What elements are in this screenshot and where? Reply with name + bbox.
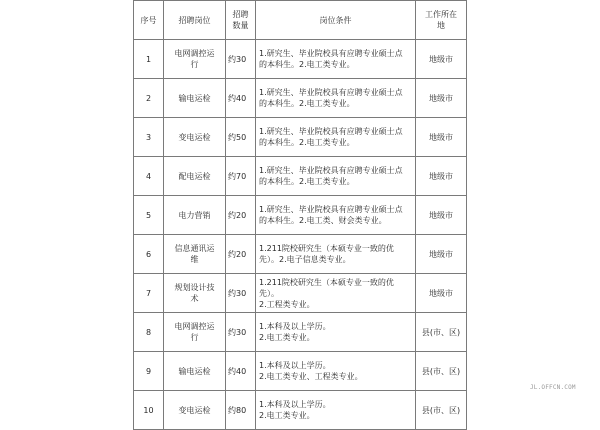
cell-index: 9 bbox=[134, 352, 164, 391]
cell-position bbox=[164, 196, 226, 235]
cell-position bbox=[164, 40, 226, 79]
table-row bbox=[134, 196, 467, 235]
cell-count: 约20 bbox=[226, 235, 256, 274]
cell-location: 地级市 bbox=[416, 40, 467, 79]
requirement-line: 1.211院校研究生（本硕专业一致的优 bbox=[259, 277, 394, 287]
requirement-line: 1.本科及以上学历。 bbox=[259, 322, 331, 331]
header-location bbox=[416, 1, 467, 40]
table-row bbox=[134, 313, 467, 352]
header-index: 序号 bbox=[134, 1, 164, 40]
position-line: 变电运检 bbox=[178, 405, 211, 415]
cell-position bbox=[164, 352, 226, 391]
table-row bbox=[134, 118, 467, 157]
requirement-line: 2.电工类专业、工程类专业。 bbox=[259, 372, 363, 381]
header-count bbox=[226, 1, 256, 40]
cell-requirements bbox=[256, 274, 416, 313]
watermark-text: JL.OFFCN.COM bbox=[530, 384, 576, 391]
cell-location: 地级市 bbox=[416, 196, 467, 235]
requirement-line: 2.电工类专业。 bbox=[259, 411, 315, 420]
cell-count: 约30 bbox=[226, 40, 256, 79]
cell-location: 地级市 bbox=[416, 79, 467, 118]
requirement-line: 先）。 bbox=[259, 288, 279, 298]
table-row bbox=[134, 40, 467, 79]
recruitment-table bbox=[133, 0, 467, 430]
requirement-line: 1.研究生、毕业院校具有应聘专业硕士点 bbox=[259, 88, 403, 97]
cell-location: 县(市、区) bbox=[416, 391, 467, 430]
cell-requirements bbox=[256, 118, 416, 157]
position-line: 信息通讯运 bbox=[174, 244, 215, 253]
cell-position bbox=[164, 118, 226, 157]
position-line: 电网调控运 bbox=[174, 322, 215, 331]
position-line: 规划设计技 bbox=[174, 283, 215, 292]
cell-position bbox=[164, 274, 226, 313]
cell-location: 县(市、区) bbox=[416, 352, 467, 391]
requirement-line: 先）。2.电子信息类专业。 bbox=[259, 255, 351, 264]
cell-index: 3 bbox=[134, 118, 164, 157]
requirement-line: 1.研究生、毕业院校具有应聘专业硕士点 bbox=[259, 205, 403, 214]
requirement-line: 1.211院校研究生（本硕专业一致的优 bbox=[259, 244, 394, 253]
cell-count: 约70 bbox=[226, 157, 256, 196]
requirement-line: 1.研究生、毕业院校具有应聘专业硕士点 bbox=[259, 166, 403, 175]
cell-index: 10 bbox=[134, 391, 164, 430]
cell-index: 7 bbox=[134, 274, 164, 313]
cell-location: 地级市 bbox=[416, 157, 467, 196]
cell-requirements bbox=[256, 313, 416, 352]
table-row bbox=[134, 274, 467, 313]
position-line: 输电运检 bbox=[178, 93, 211, 103]
cell-index: 5 bbox=[134, 196, 164, 235]
cell-index: 1 bbox=[134, 40, 164, 79]
header-count-line1: 招聘 bbox=[232, 10, 249, 19]
table-row bbox=[134, 79, 467, 118]
requirement-line: 1.研究生、毕业院校具有应聘专业硕士点 bbox=[259, 127, 403, 136]
header-location-line2: 地 bbox=[437, 21, 445, 30]
header-position: 招聘岗位 bbox=[164, 1, 226, 40]
requirement-line: 的本科生。2.电工类、财会类专业。 bbox=[259, 216, 387, 225]
cell-requirements bbox=[256, 235, 416, 274]
requirement-line: 1.研究生、毕业院校具有应聘专业硕士点 bbox=[259, 49, 403, 58]
cell-count: 约30 bbox=[226, 313, 256, 352]
position-line: 电力营销 bbox=[178, 210, 211, 220]
cell-location: 地级市 bbox=[416, 274, 467, 313]
cell-requirements bbox=[256, 157, 416, 196]
cell-position bbox=[164, 313, 226, 352]
requirement-line: 的本科生。2.电工类专业。 bbox=[259, 99, 355, 108]
position-line: 术 bbox=[190, 294, 199, 303]
table-body bbox=[134, 40, 467, 430]
position-line: 变电运检 bbox=[178, 132, 211, 142]
cell-count: 约50 bbox=[226, 118, 256, 157]
cell-index: 8 bbox=[134, 313, 164, 352]
cell-location: 县(市、区) bbox=[416, 313, 467, 352]
cell-count: 约40 bbox=[226, 352, 256, 391]
table-row bbox=[134, 391, 467, 430]
cell-index: 6 bbox=[134, 235, 164, 274]
cell-location: 地级市 bbox=[416, 118, 467, 157]
requirement-line: 2.电工类专业。 bbox=[259, 333, 315, 342]
header-requirements: 岗位条件 bbox=[256, 1, 416, 40]
cell-requirements bbox=[256, 79, 416, 118]
cell-position bbox=[164, 157, 226, 196]
cell-index: 2 bbox=[134, 79, 164, 118]
cell-count: 约30 bbox=[226, 274, 256, 313]
table-row bbox=[134, 352, 467, 391]
position-line: 行 bbox=[190, 60, 199, 69]
position-line: 配电运检 bbox=[178, 171, 211, 181]
requirement-line: 的本科生。2.电工类专业。 bbox=[259, 177, 355, 186]
cell-count: 约40 bbox=[226, 79, 256, 118]
cell-requirements bbox=[256, 196, 416, 235]
position-line: 维 bbox=[190, 255, 199, 264]
cell-count: 约20 bbox=[226, 196, 256, 235]
cell-position bbox=[164, 79, 226, 118]
cell-requirements bbox=[256, 352, 416, 391]
cell-requirements bbox=[256, 40, 416, 79]
position-line: 行 bbox=[190, 333, 199, 342]
table-header-row bbox=[134, 1, 467, 40]
table-row bbox=[134, 235, 467, 274]
header-count-line2: 数量 bbox=[232, 21, 249, 30]
cell-count: 约80 bbox=[226, 391, 256, 430]
cell-index: 4 bbox=[134, 157, 164, 196]
requirement-line: 的本科生。2.电工类专业。 bbox=[259, 138, 355, 147]
cell-requirements bbox=[256, 391, 416, 430]
position-line: 电网调控运 bbox=[174, 49, 215, 58]
requirement-line: 2.工程类专业。 bbox=[259, 299, 315, 309]
table-row bbox=[134, 157, 467, 196]
requirement-line: 的本科生。2.电工类专业。 bbox=[259, 60, 355, 69]
cell-position bbox=[164, 391, 226, 430]
position-line: 输电运检 bbox=[178, 366, 211, 376]
requirement-line: 1.本科及以上学历。 bbox=[259, 400, 331, 409]
header-location-line1: 工作所在 bbox=[425, 10, 457, 19]
cell-location: 地级市 bbox=[416, 235, 467, 274]
cell-position bbox=[164, 235, 226, 274]
requirement-line: 1.本科及以上学历。 bbox=[259, 361, 331, 370]
